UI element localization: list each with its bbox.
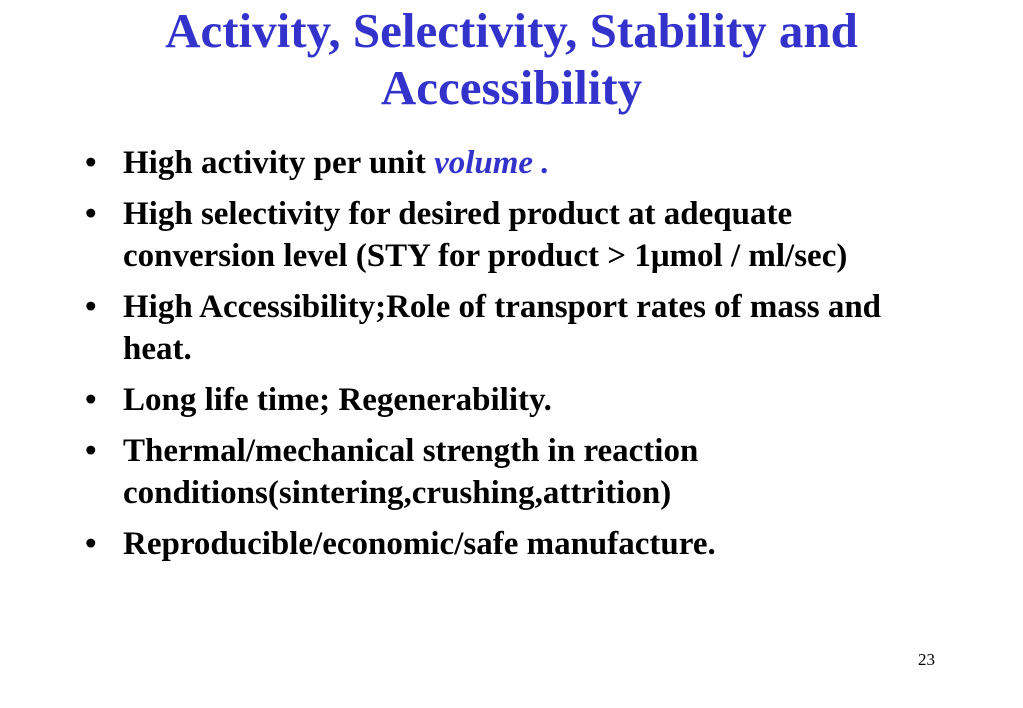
bullet-item-manufacture [85,523,925,565]
bullet-text [123,145,550,181]
bullet-list [85,142,925,574]
bullet-icon: • [85,526,97,562]
bullet-text: High Accessibility;Role of transport rates of mass and heat. [123,289,882,367]
bullet-item-high-accessibility [85,286,925,370]
slide-title-line-1: Activity, Selectivity, Stability and [165,3,858,58]
bullet-icon: • [85,196,97,232]
bullet-item-thermal-strength [85,430,925,514]
bullet-item-high-selectivity [85,193,925,277]
bullet-icon: • [85,382,97,418]
bullet-icon: • [85,433,97,469]
bullet-item-high-activity [85,142,925,184]
bullet-text: Long life time; Regenerability. [123,382,552,418]
page-number: 23 [918,650,935,669]
bullet-icon: • [85,145,97,181]
bullet-text-main: High activity per unit [123,145,435,181]
bullet-text-emphasis: volume . [434,145,550,181]
bullet-text: Thermal/mechanical strength in reaction conditions(sintering,crushing,attrition) [123,433,699,511]
bullet-item-long-life [85,379,925,421]
slide-title [0,2,1023,116]
bullet-text: High selectivity for desired product at adequate conversion level (STY for product > 1μmol / ml/sec) [123,196,848,274]
slide-title-line-2: Accessibility [380,60,643,115]
bullet-text: Reproducible/economic/safe manufacture. [123,526,716,562]
bullet-icon: • [85,289,97,325]
